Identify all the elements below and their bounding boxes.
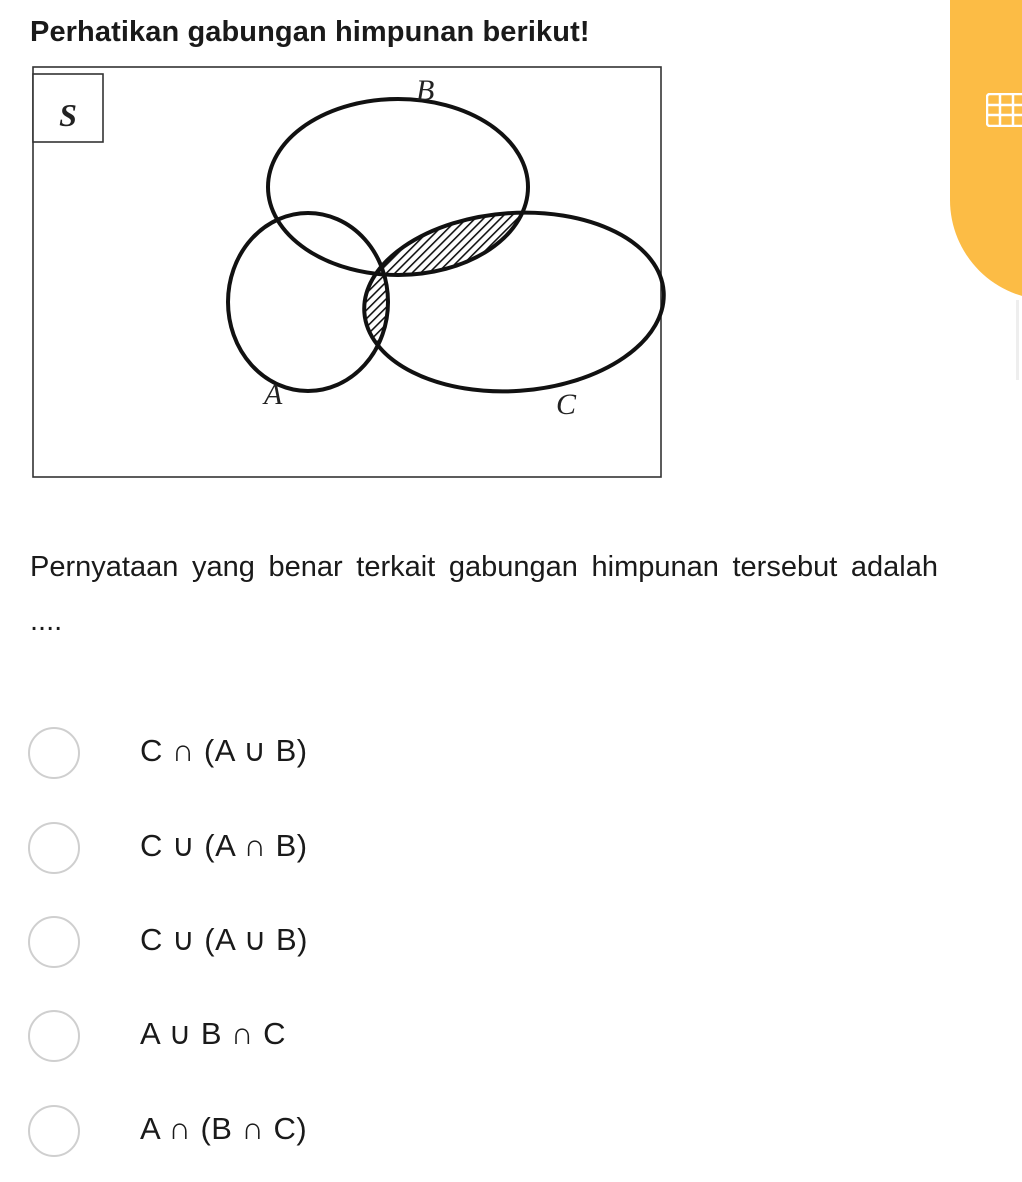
venn-diagram	[28, 62, 668, 487]
option-label: A ∩ (B ∩ C)	[140, 1111, 308, 1146]
radio-button[interactable]	[28, 1105, 80, 1157]
answer-option-1[interactable]	[0, 720, 600, 790]
answer-option-5[interactable]	[0, 1098, 600, 1168]
question-title: Perhatikan gabungan himpunan berikut!	[30, 16, 590, 48]
universe-label: S	[59, 97, 77, 133]
radio-button[interactable]	[28, 727, 80, 779]
answer-option-4[interactable]	[0, 1003, 600, 1073]
answer-option-3[interactable]	[0, 909, 600, 979]
answer-option-2[interactable]	[0, 815, 600, 885]
option-label: C ∩ (A ∪ B)	[140, 733, 308, 768]
option-label: C ∪ (A ∩ B)	[140, 828, 308, 863]
set-c-label: C	[556, 388, 577, 421]
radio-button[interactable]	[28, 822, 80, 874]
question-text: Pernyataan yang benar terkait gabungan himpunan tersebut adalah ....	[30, 551, 938, 637]
radio-button[interactable]	[28, 916, 80, 968]
option-label: C ∪ (A ∪ B)	[140, 922, 309, 957]
option-label: A ∪ B ∩ C	[140, 1016, 286, 1051]
radio-button[interactable]	[28, 1010, 80, 1062]
set-a-label: A	[264, 378, 283, 411]
side-drawer-tab[interactable]	[950, 0, 1022, 300]
set-c-circle	[358, 203, 668, 401]
set-b-label: B	[416, 74, 435, 107]
grid-menu-icon	[986, 93, 1022, 127]
side-divider	[1016, 300, 1019, 380]
